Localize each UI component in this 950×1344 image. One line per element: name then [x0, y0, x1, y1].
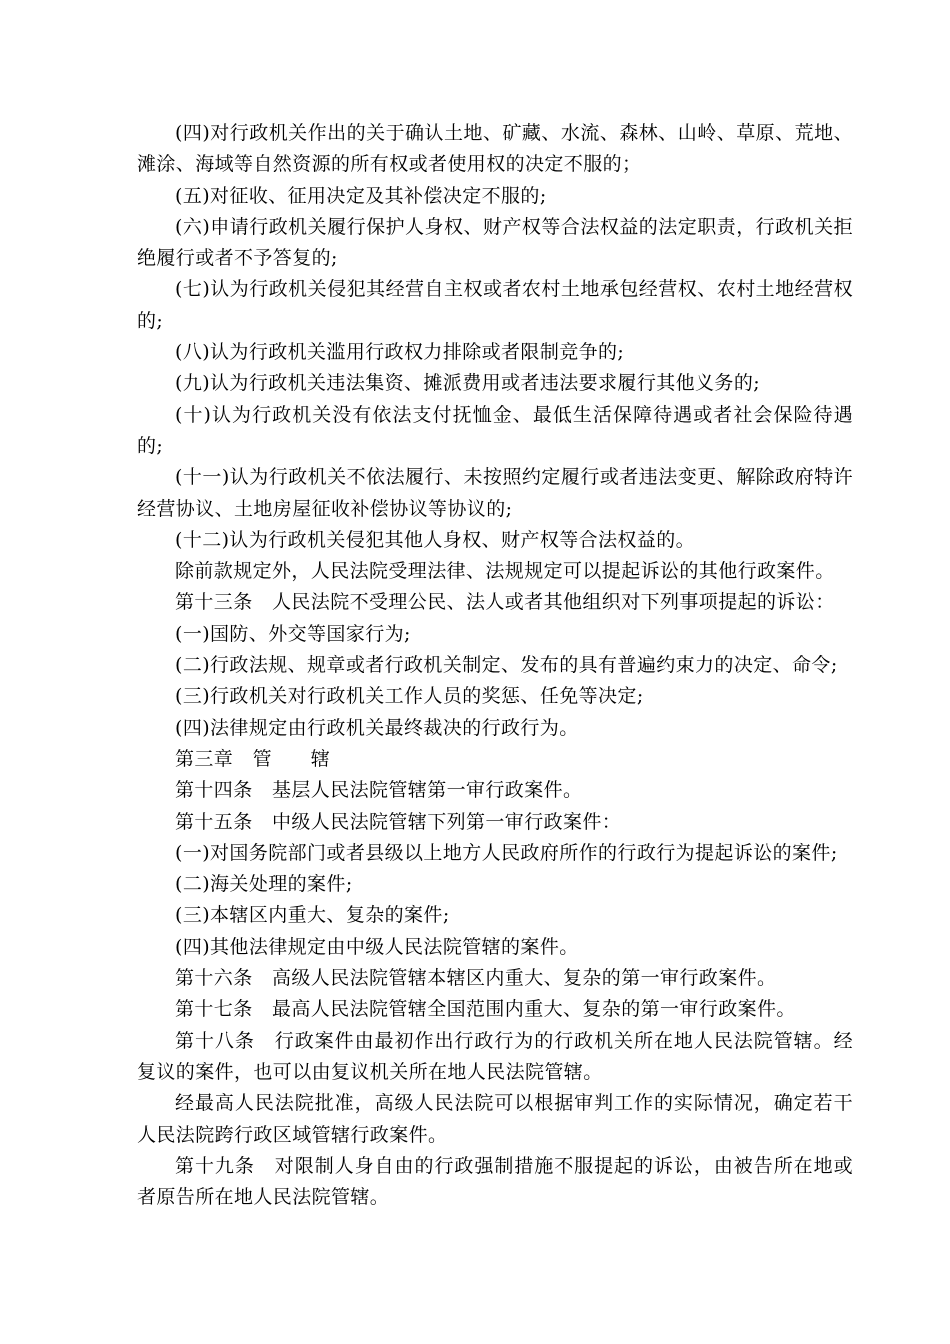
paragraph: (六)申请行政机关履行保护人身权、财产权等合法权益的法定职责，行政机关拒绝履行或者不予答复的;: [137, 215, 853, 270]
paragraph: 除前款规定外，人民法院受理法律、法规规定可以提起诉讼的其他行政案件。: [175, 560, 835, 583]
article-heading: 第十四条 基层人民法院管辖第一审行政案件。: [175, 779, 583, 802]
paragraph: (十二)认为行政机关侵犯其他人身权、财产权等合法权益的。: [175, 528, 696, 551]
paragraph: (五)对征收、征用决定及其补偿决定不服的;: [175, 184, 547, 207]
paragraph: (四)其他法律规定由中级人民法院管辖的案件。: [175, 935, 579, 958]
paragraph: (四)对行政机关作出的关于确认土地、矿藏、水流、森林、山岭、草原、荒地、滩涂、海域等自然资源的所有权或者使用权的决定不服的；: [137, 122, 853, 176]
article-heading: 第十三条 人民法院不受理公民、法人或者其他组织对下列事项提起的诉讼：: [175, 591, 835, 614]
paragraph: (四)法律规定由行政机关最终裁决的行政行为。: [175, 716, 579, 739]
paragraph: 经最高人民法院批准，高级人民法院可以根据审判工作的实际情况，确定若干人民法院跨行政区域管辖行政案件。: [137, 1092, 853, 1146]
paragraph: (三)行政机关对行政机关工作人员的奖惩、任免等决定;: [175, 685, 644, 708]
paragraph: (二)行政法规、规章或者行政机关制定、发布的具有普遍约束力的决定、命令;: [175, 654, 838, 677]
paragraph: (十一)认为行政机关不依法履行、未按照约定履行或者违法变更、解除政府特许经营协议、土地房屋征收补偿协议等协议的;: [137, 466, 853, 520]
paragraph: (十)认为行政机关没有依法支付抚恤金、最低生活保障待遇或者社会保险待遇的;: [137, 403, 853, 457]
article-heading: 第十六条 高级人民法院管辖本辖区内重大、复杂的第一审行政案件。: [175, 967, 777, 990]
paragraph: (九)认为行政机关违法集资、摊派费用或者违法要求履行其他义务的;: [175, 372, 761, 395]
document-body: [137, 118, 853, 1213]
paragraph: (二)海关处理的案件;: [175, 873, 353, 896]
article-heading: 第十八条 行政案件由最初作出行政行为的行政机关所在地人民法院管辖。经复议的案件，也可以由复议机关所在地人民法院管辖。: [137, 1029, 853, 1083]
paragraph: (一)国防、外交等国家行为;: [175, 622, 411, 645]
article-heading: 第十七条 最高人民法院管辖全国范围内重大、复杂的第一审行政案件。: [175, 998, 796, 1021]
paragraph: (一)对国务院部门或者县级以上地方人民政府所作的行政行为提起诉讼的案件;: [175, 841, 838, 864]
chapter-heading: 第三章 管 辖: [175, 747, 331, 770]
paragraph: (三)本辖区内重大、复杂的案件;: [175, 904, 450, 927]
paragraph: (七)认为行政机关侵犯其经营自主权或者农村土地承包经营权、农村土地经营权的;: [137, 278, 853, 332]
article-heading: 第十九条 对限制人身自由的行政强制措施不服提起的诉讼，由被告所在地或者原告所在地人民法院管辖。: [137, 1154, 853, 1209]
article-heading: 第十五条 中级人民法院管辖下列第一审行政案件：: [175, 810, 622, 833]
paragraph: (八)认为行政机关滥用行政权力排除或者限制竞争的;: [175, 341, 625, 364]
